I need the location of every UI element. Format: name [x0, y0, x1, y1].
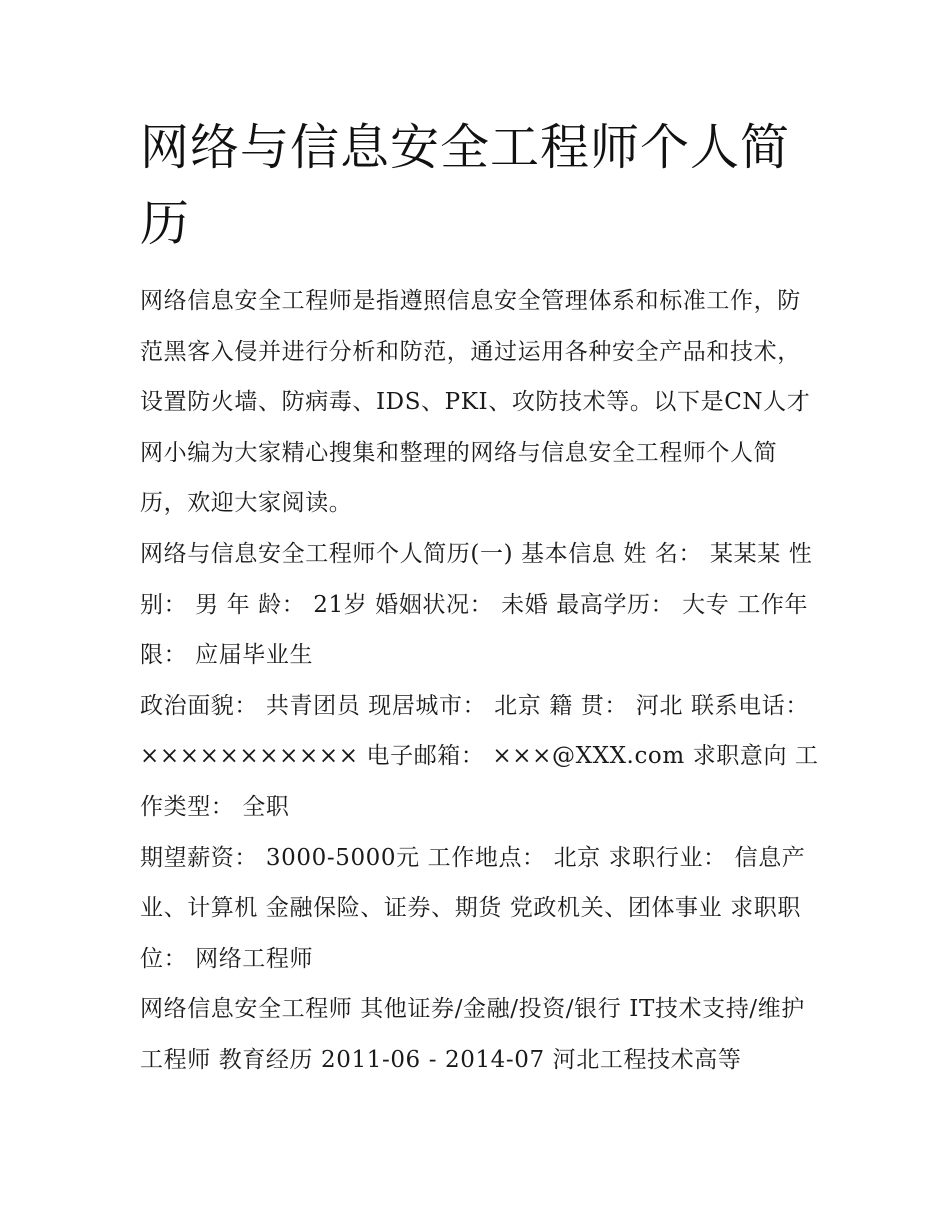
document-body	[140, 110, 820, 1086]
basic-info-paragraph: 网络与信息安全工程师个人简历(一) 基本信息 姓 名： 某某某 性 别： 男 年 龄： 21岁 婚姻状况： 未婚 最高学历： 大专 工作年限： 应届毕业生	[140, 540, 813, 669]
job-intention-paragraph: 期望薪资： 3000-5000元 工作地点： 北京 求职行业： 信息产业、计算机 金融保险、证券、期货 党政机关、团体事业 求职职位： 网络工程师	[140, 844, 806, 972]
intro-paragraph: 网络信息安全工程师是指遵照信息安全管理体系和标准工作，防范黑客入侵并进行分析和防范，通过运用各种安全产品和技术，设置防火墙、防病毒、IDS、PKI、攻防技术等。以下是CN人才网小编为大家精心搜集和整理的网络与信息安全工程师个人简历，欢迎大家阅读。	[140, 288, 811, 517]
contact-info-paragraph: 政治面貌： 共青团员 现居城市： 北京 籍 贯： 河北 联系电话： ××××××××××× 电子邮箱： ×××@XXX.com 求职意向 工作类型： 全职	[140, 692, 819, 820]
document-title: 网络与信息安全工程师个人简历	[140, 119, 791, 252]
education-paragraph: 网络信息安全工程师 其他证券/金融/投资/银行 IT技术支持/维护工程师 教育经历 2011-06 - 2014-07 河北工程技术高等	[140, 996, 805, 1073]
